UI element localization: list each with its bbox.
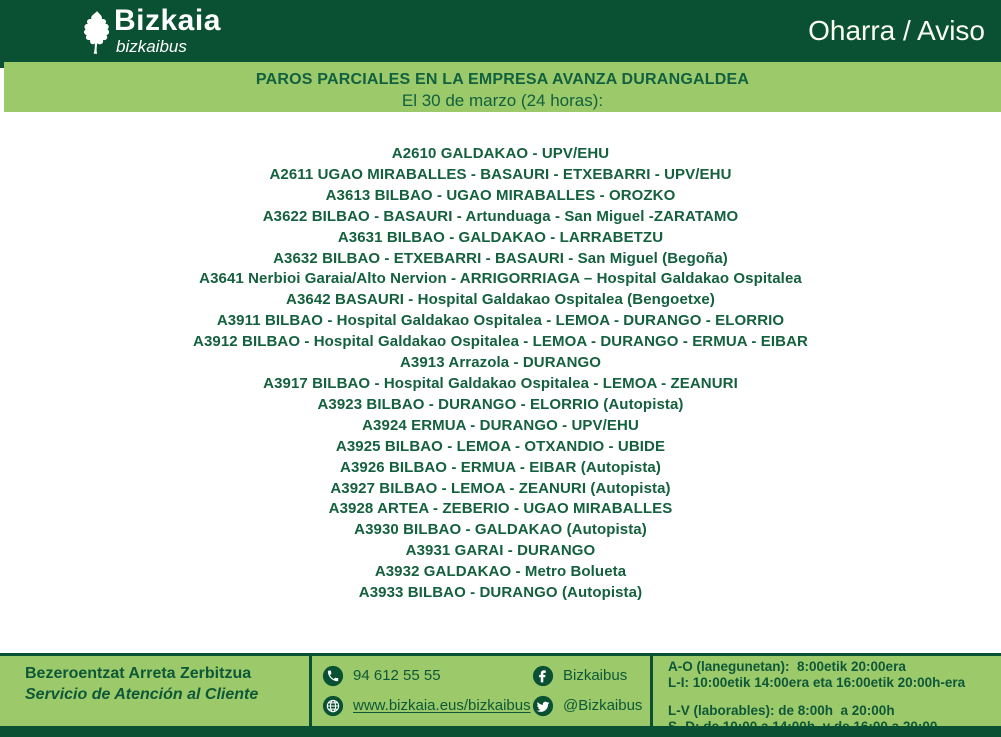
route-line: A3911 BILBAO - Hospital Galdakao Ospitalea - LEMOA - DURANGO - ELORRIO [216, 312, 785, 330]
opening-hours-block [653, 656, 1001, 726]
logo-text [114, 4, 221, 56]
route-line: A3912 BILBAO - Hospital Galdakao Ospitalea - LEMOA - DURANGO - ERMUA - EIBAR [193, 333, 808, 351]
route-line: A3930 BILBAO - GALDAKAO (Autopista) [354, 521, 647, 539]
facebook-contact [532, 664, 642, 687]
twitter-contact [532, 694, 642, 717]
facebook-icon [532, 665, 554, 687]
phone-icon [322, 665, 344, 687]
hours-eu-weekdays: A-O (lanegunetan): 8:00etik 20:00era [668, 659, 906, 674]
twitter-icon [532, 695, 554, 717]
route-line: A3927 BILBAO - LEMOA - ZEANURI (Autopista) [330, 479, 671, 497]
route-line: A3925 BILBAO - LEMOA - OTXANDIO - UBIDE [335, 437, 666, 455]
customer-service-block [0, 656, 309, 726]
hours-eu-weekend: L-I: 10:00etik 14:00era eta 16:00etik 20:00h-era [668, 675, 966, 690]
customer-service-label-eu: Bezeroentzat Arreta Zerbitzua [25, 665, 252, 682]
brand-subname: bizkaibus [116, 37, 187, 56]
bottom-bar [0, 726, 1001, 737]
phone-number: 94 612 55 55 [353, 666, 441, 684]
hours-spacer [668, 691, 1001, 703]
route-list [0, 112, 1001, 604]
route-line: A3928 ARTEA - ZEBERIO - UGAO MIRABALLES [328, 500, 673, 518]
contact-column-left [322, 664, 532, 726]
banner-row [0, 62, 1001, 112]
route-line: A3641 Nerbioi Garaia/Alto Nervion - ARRIGORRIAGA – Hospital Galdakao Ospitalea [199, 270, 802, 288]
route-line: A3923 BILBAO - DURANGO - ELORRIO (Autopista) [317, 395, 684, 413]
route-line: A3622 BILBAO - BASAURI - Artunduaga - San Miguel -ZARATAMO [262, 207, 739, 225]
oak-leaf-icon [80, 10, 112, 56]
route-line: A3932 GALDAKAO - Metro Bolueta [374, 563, 627, 581]
web-link[interactable]: www.bizkaia.eus/bizkaibus [353, 696, 531, 714]
route-line: A2610 GALDAKAO - UPV/EHU [391, 145, 610, 162]
globe-icon [322, 695, 344, 717]
notice-headline: PAROS PARCIALES EN LA EMPRESA AVANZA DURANGALDEA [255, 71, 750, 88]
facebook-handle: Bizkaibus [563, 666, 628, 684]
route-line: A3917 BILBAO - Hospital Galdakao Ospitalea - LEMOA - ZEANURI [263, 374, 738, 392]
phone-contact [322, 664, 532, 687]
route-line: A3631 BILBAO - GALDAKAO - LARRABETZU [337, 228, 664, 246]
hours-es-weekdays: L-V (laborables): de 8:00h a 20:00h [668, 703, 895, 718]
footer-bar [0, 656, 1001, 726]
route-line: A3632 BILBAO - ETXEBARRI - BASAURI - San Miguel (Begoña) [273, 249, 728, 267]
header-bar [0, 0, 1001, 62]
route-line: A3642 BASAURI - Hospital Galdakao Ospitalea (Bengoetxe) [286, 291, 715, 309]
route-line: A3613 BILBAO - UGAO MIRABALLES - OROZKO [325, 186, 676, 204]
web-contact [322, 694, 532, 717]
route-line: A3924 ERMUA - DURANGO - UPV/EHU [362, 416, 639, 434]
route-line: A3926 BILBAO - ERMUA - EIBAR (Autopista) [340, 458, 661, 476]
contact-column-right [532, 664, 642, 726]
page-title: Oharra / Aviso [808, 15, 985, 46]
notice-date: El 30 de marzo (24 horas): [401, 91, 604, 110]
twitter-handle: @Bizkaibus [563, 696, 643, 714]
customer-service-label-es: Servicio de Atención al Cliente [25, 686, 259, 703]
route-line: A3913 Arrazola - DURANGO [399, 354, 602, 372]
contact-block [312, 656, 650, 726]
route-line: A3931 GARAI - DURANGO [405, 542, 596, 560]
notice-banner [4, 62, 1001, 112]
brand-name: Bizkaia [114, 4, 221, 37]
route-line: A2611 UGAO MIRABALLES - BASAURI - ETXEBARRI - UPV/EHU [269, 165, 732, 183]
bizkaia-logo [80, 4, 221, 56]
routes-section [0, 112, 1001, 653]
route-line: A3933 BILBAO - DURANGO (Autopista) [358, 584, 643, 602]
